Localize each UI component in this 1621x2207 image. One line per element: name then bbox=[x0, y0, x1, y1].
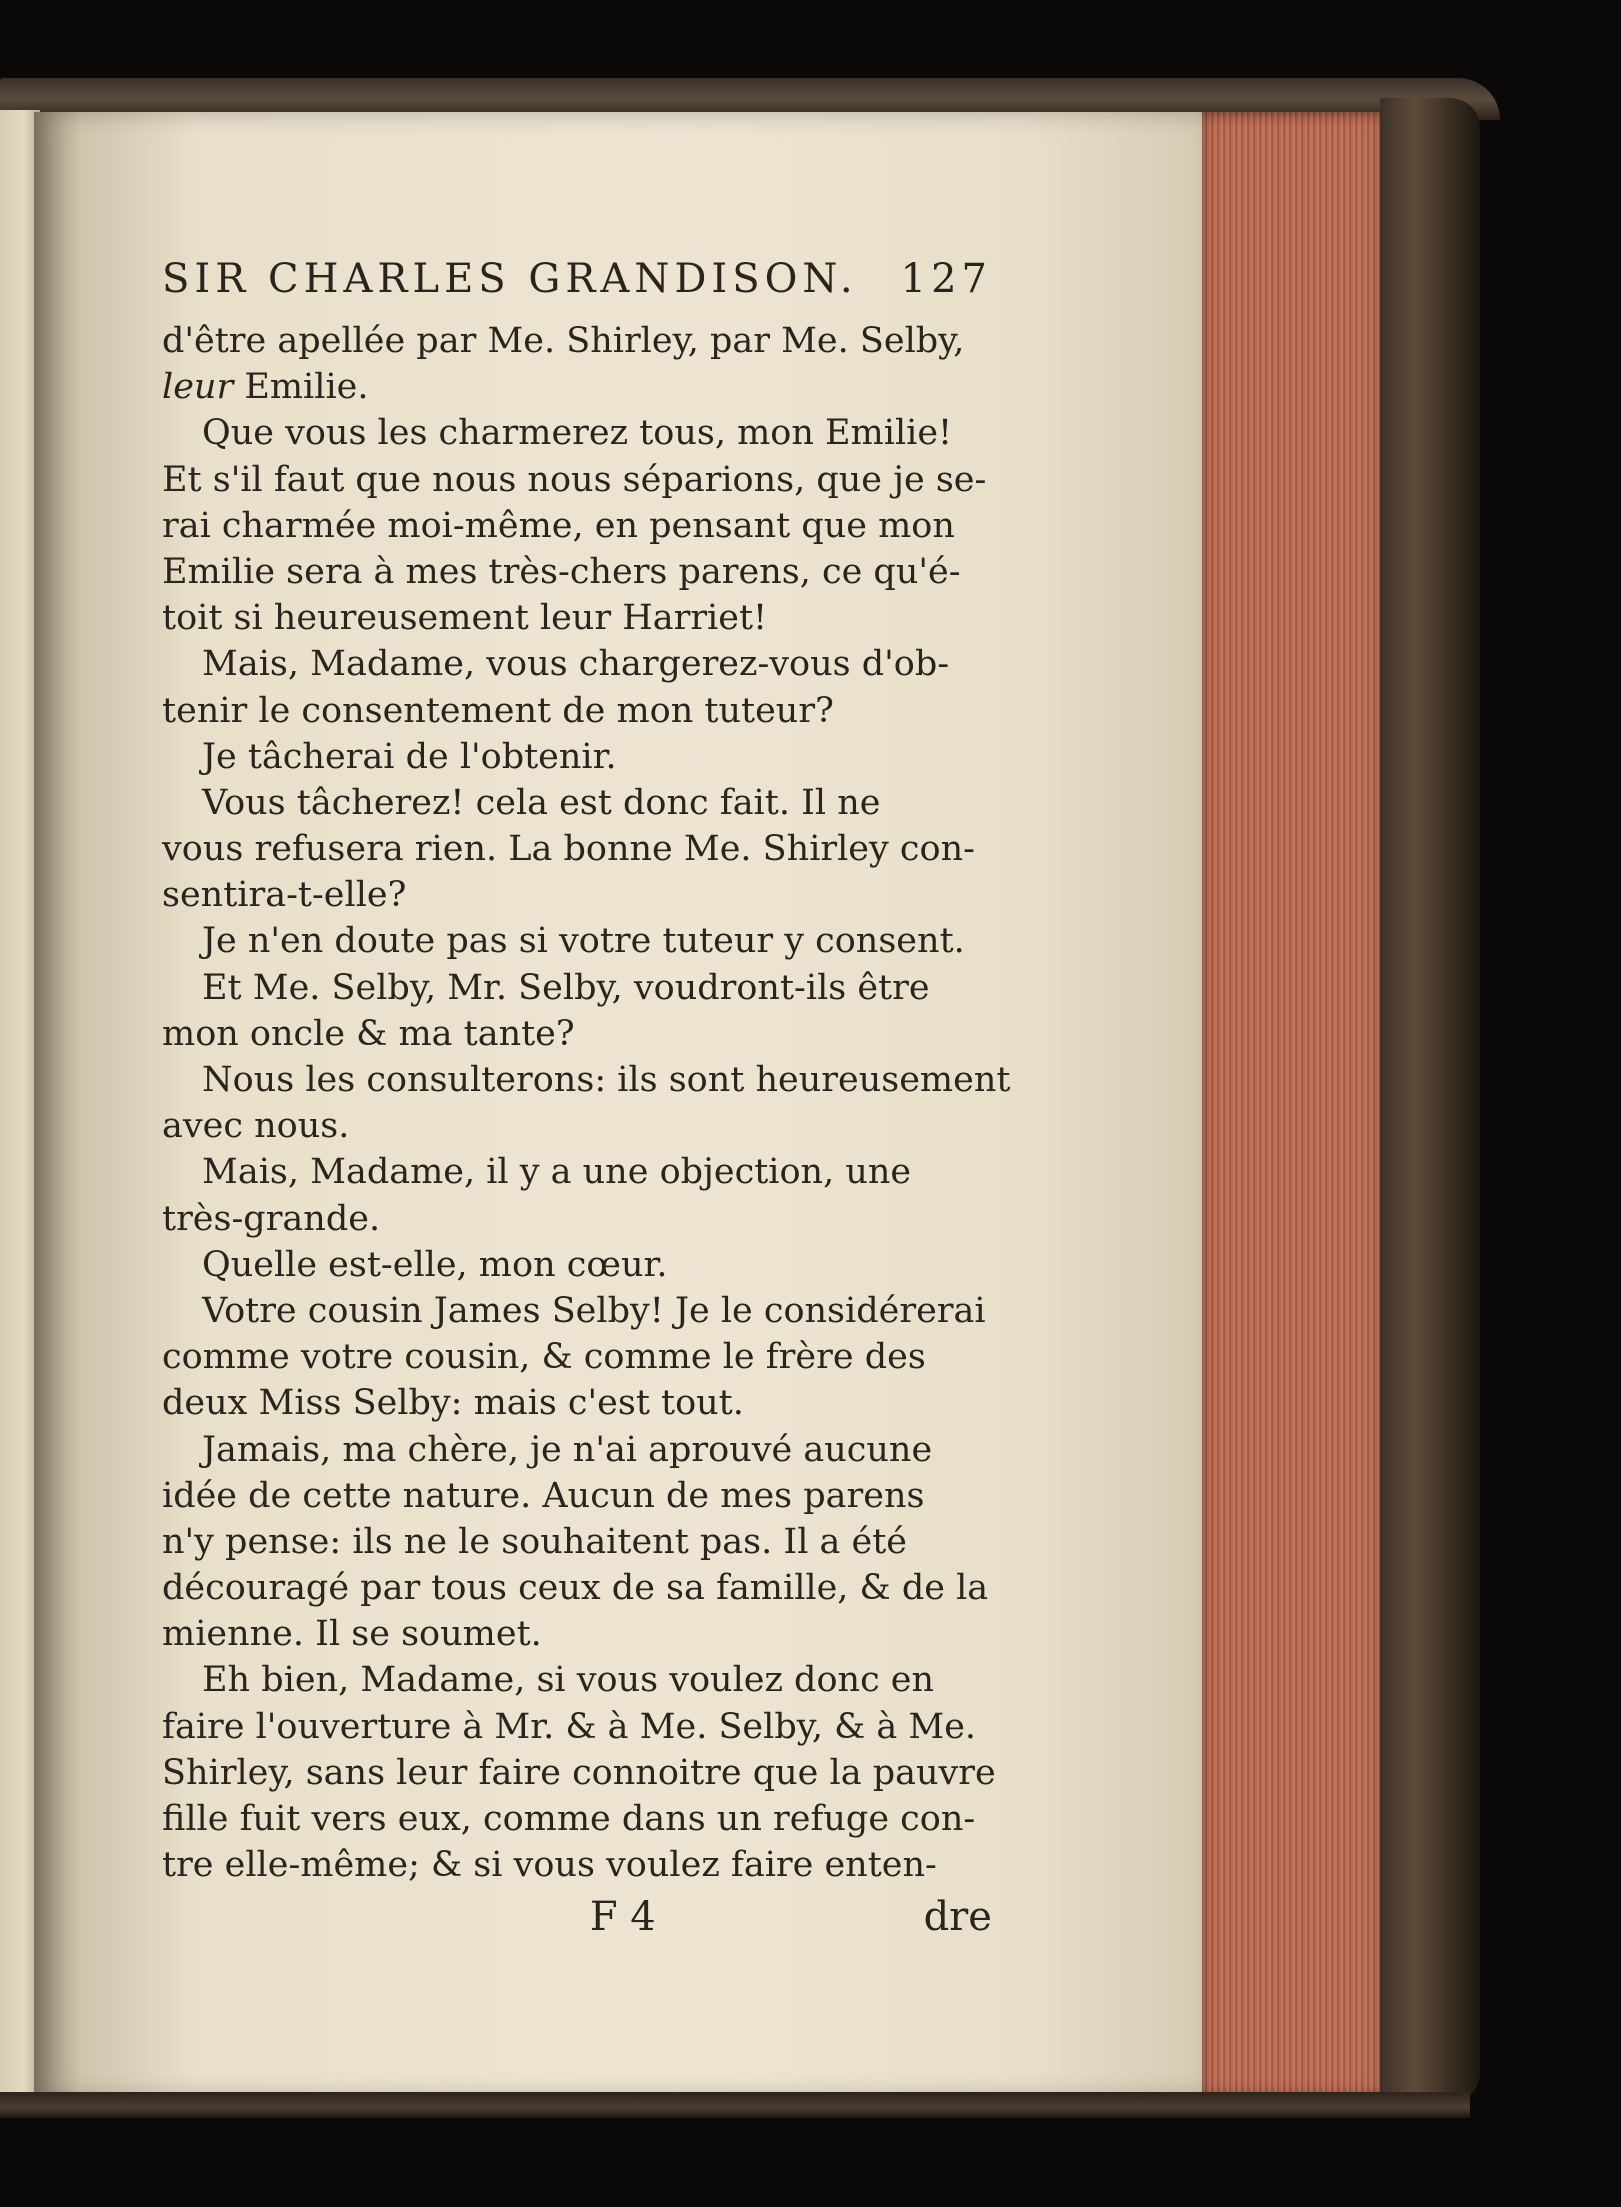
text-line: vous refusera rien. La bonne Me. Shirley con- bbox=[162, 829, 975, 870]
text-line: Je tâcherai de l'obtenir. bbox=[202, 736, 617, 777]
running-head bbox=[162, 256, 992, 314]
text-line: Emilie sera à mes très-chers parens, ce qu'é- bbox=[162, 551, 961, 592]
page-footer bbox=[162, 1894, 992, 1944]
catchword: dre bbox=[923, 1894, 992, 1941]
page-number: 127 bbox=[900, 256, 992, 302]
text-line bbox=[162, 364, 992, 410]
text-line: toit si heureusement leur Harriet! bbox=[162, 598, 768, 639]
page-block-fore-edge bbox=[1196, 112, 1392, 2097]
text-line: d'être apellée par Me. Shirley, par Me. Selby, bbox=[162, 321, 965, 361]
running-head-title: SIR CHARLES GRANDISON. bbox=[162, 256, 858, 302]
text-line: idée de cette nature. Aucun de mes parens bbox=[162, 1475, 925, 1516]
text-line: Eh bien, Madame, si vous voulez donc en bbox=[202, 1660, 935, 1701]
text-line: découragé par tous ceux de sa famille, & de la bbox=[162, 1568, 989, 1609]
text-line: Votre cousin James Selby! Je le considérerai bbox=[202, 1290, 986, 1331]
text-line: Quelle est-elle, mon cœur. bbox=[202, 1244, 668, 1285]
text-line: avec nous. bbox=[162, 1106, 350, 1147]
text-line: Mais, Madame, vous chargerez-vous d'ob- bbox=[202, 644, 950, 685]
text-line: Que vous les charmerez tous, mon Emilie! bbox=[202, 413, 953, 454]
text-line: tenir le consentement de mon tuteur? bbox=[162, 690, 834, 731]
text-line-italic: leur bbox=[162, 367, 234, 408]
text-line: Et Me. Selby, Mr. Selby, voudront-ils être bbox=[202, 967, 930, 1008]
page-text-block bbox=[162, 256, 1011, 1944]
text-line: fille fuit vers eux, comme dans un refuge con- bbox=[162, 1799, 976, 1839]
text-line: sentira-t-elle? bbox=[162, 875, 407, 916]
text-line: comme votre cousin, & comme le frère des bbox=[162, 1337, 926, 1378]
text-line: Nous les consulterons: ils sont heureusement bbox=[202, 1060, 1011, 1100]
text-line: mienne. Il se soumet. bbox=[162, 1614, 542, 1655]
text-line: Je n'en doute pas si votre tuteur y consent. bbox=[202, 921, 965, 962]
text-line: Shirley, sans leur faire connoitre que la pauvre bbox=[162, 1752, 996, 1793]
text-line: Et s'il faut que nous nous séparions, que je se- bbox=[162, 459, 987, 500]
text-line: Vous tâcherez! cela est donc fait. Il ne bbox=[202, 782, 881, 823]
book-cover-edge bbox=[1380, 98, 1480, 2103]
text-line: tre elle-même; & si vous voulez faire enten- bbox=[162, 1845, 937, 1886]
text-line: Jamais, ma chère, je n'ai aprouvé aucune bbox=[202, 1429, 933, 1470]
text-line: deux Miss Selby: mais c'est tout. bbox=[162, 1383, 744, 1424]
text-line: n'y pense: ils ne le souhaitent pas. Il a été bbox=[162, 1521, 907, 1562]
text-line-rest: Emilie. bbox=[233, 367, 369, 408]
body-text bbox=[162, 318, 1011, 1888]
text-line: faire l'ouverture à Mr. & à Me. Selby, & à Me. bbox=[162, 1706, 977, 1747]
book-cover-bottom-edge bbox=[0, 2092, 1470, 2118]
text-line: rai charmée moi-même, en pensant que mon bbox=[162, 505, 955, 546]
text-line: très-grande. bbox=[162, 1198, 381, 1239]
signature-mark: F 4 bbox=[589, 1894, 656, 1941]
text-line: mon oncle & ma tante? bbox=[162, 1013, 575, 1054]
text-line: Mais, Madame, il y a une objection, une bbox=[202, 1152, 912, 1193]
